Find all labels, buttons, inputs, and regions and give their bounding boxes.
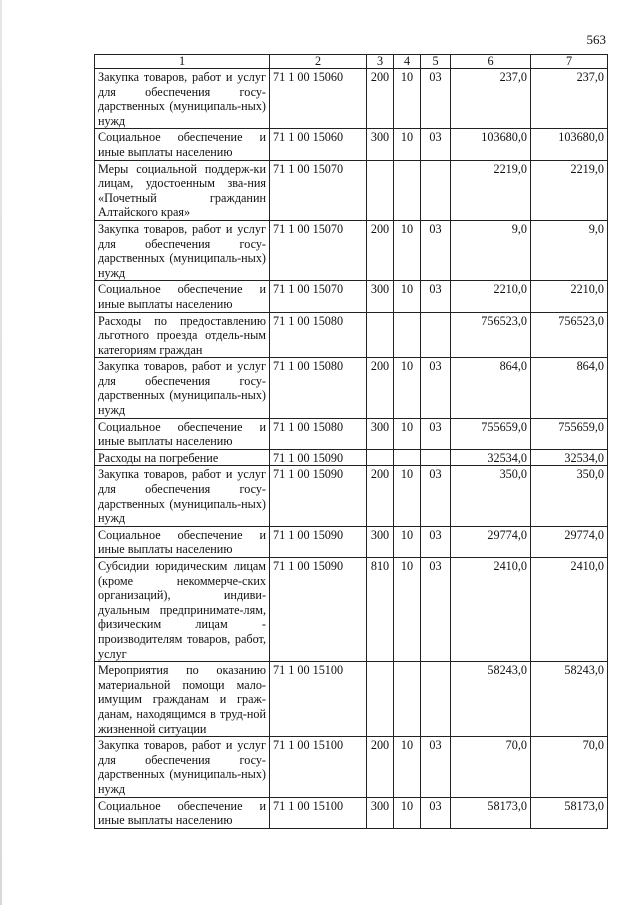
column-header-5: 5 xyxy=(421,55,451,69)
row-col5 xyxy=(421,449,451,466)
table-row xyxy=(95,220,608,280)
row-name: Закупка товаров, работ и услуг для обеспечения госу-дарственных (муниципаль-ных) нужд xyxy=(95,358,270,418)
column-header-1: 1 xyxy=(95,55,270,69)
row-name: Расходы по предоставлению льготного проезда отдель-ным категориям граждан xyxy=(95,312,270,358)
row-col3: 200 xyxy=(367,220,394,280)
row-col3: 300 xyxy=(367,797,394,828)
row-col4: 10 xyxy=(394,526,421,557)
column-header-3: 3 xyxy=(367,55,394,69)
row-col5: 03 xyxy=(421,526,451,557)
table-row xyxy=(95,797,608,828)
row-col3: 300 xyxy=(367,526,394,557)
row-name: Социальное обеспечение и иные выплаты населению xyxy=(95,129,270,160)
row-col3 xyxy=(367,312,394,358)
row-code: 71 1 00 15090 xyxy=(270,466,367,526)
row-code: 71 1 00 15060 xyxy=(270,129,367,160)
column-header-4: 4 xyxy=(394,55,421,69)
row-value6: 2219,0 xyxy=(451,160,531,220)
table-row xyxy=(95,358,608,418)
row-name: Расходы на погребение xyxy=(95,449,270,466)
row-value6: 755659,0 xyxy=(451,418,531,449)
column-header-6: 6 xyxy=(451,55,531,69)
row-value6: 9,0 xyxy=(451,220,531,280)
row-col4 xyxy=(394,662,421,737)
row-value6: 2410,0 xyxy=(451,558,531,662)
row-value6: 103680,0 xyxy=(451,129,531,160)
row-col4: 10 xyxy=(394,558,421,662)
column-header-2: 2 xyxy=(270,55,367,69)
row-col5: 03 xyxy=(421,358,451,418)
row-value7: 58243,0 xyxy=(531,662,608,737)
row-col3: 300 xyxy=(367,129,394,160)
row-code: 71 1 00 15070 xyxy=(270,220,367,280)
row-col4 xyxy=(394,449,421,466)
row-name: Социальное обеспечение и иные выплаты населению xyxy=(95,526,270,557)
row-col3: 300 xyxy=(367,418,394,449)
row-code: 71 1 00 15070 xyxy=(270,281,367,312)
row-col3: 200 xyxy=(367,358,394,418)
table-row xyxy=(95,526,608,557)
row-col3: 200 xyxy=(367,466,394,526)
row-code: 71 1 00 15080 xyxy=(270,312,367,358)
table-row xyxy=(95,312,608,358)
row-col3 xyxy=(367,449,394,466)
row-name: Закупка товаров, работ и услуг для обеспечения госу-дарственных (муниципаль-ных) нужд xyxy=(95,466,270,526)
row-col3: 200 xyxy=(367,737,394,797)
row-value7: 2219,0 xyxy=(531,160,608,220)
row-col4: 10 xyxy=(394,418,421,449)
row-value6: 32534,0 xyxy=(451,449,531,466)
row-col4: 10 xyxy=(394,797,421,828)
row-name: Субсидии юридическим лицам (кроме некоммерче-ских организаций), индиви-дуальным предпринимате-лям, физическим лицам - производителям товаров, работ, услуг xyxy=(95,558,270,662)
row-col5: 03 xyxy=(421,69,451,129)
table-row xyxy=(95,69,608,129)
row-col4: 10 xyxy=(394,358,421,418)
row-value7: 32534,0 xyxy=(531,449,608,466)
row-code: 71 1 00 15100 xyxy=(270,737,367,797)
table-row xyxy=(95,737,608,797)
row-name: Социальное обеспечение и иные выплаты населению xyxy=(95,797,270,828)
row-code: 71 1 00 15080 xyxy=(270,418,367,449)
row-col5: 03 xyxy=(421,797,451,828)
row-col4: 10 xyxy=(394,129,421,160)
row-col5: 03 xyxy=(421,466,451,526)
row-name: Социальное обеспечение и иные выплаты населению xyxy=(95,281,270,312)
row-code: 71 1 00 15090 xyxy=(270,558,367,662)
row-col3 xyxy=(367,160,394,220)
table-row xyxy=(95,160,608,220)
row-col4: 10 xyxy=(394,281,421,312)
table-row xyxy=(95,129,608,160)
row-value6: 58243,0 xyxy=(451,662,531,737)
row-col5: 03 xyxy=(421,129,451,160)
row-col4: 10 xyxy=(394,466,421,526)
column-header-7: 7 xyxy=(531,55,608,69)
row-col4: 10 xyxy=(394,69,421,129)
row-value6: 864,0 xyxy=(451,358,531,418)
row-value6: 237,0 xyxy=(451,69,531,129)
row-value7: 2410,0 xyxy=(531,558,608,662)
table-row xyxy=(95,418,608,449)
row-code: 71 1 00 15090 xyxy=(270,449,367,466)
row-value7: 29774,0 xyxy=(531,526,608,557)
table-row xyxy=(95,466,608,526)
row-value7: 58173,0 xyxy=(531,797,608,828)
row-code: 71 1 00 15100 xyxy=(270,797,367,828)
row-col5 xyxy=(421,662,451,737)
row-value7: 9,0 xyxy=(531,220,608,280)
row-name: Меры социальной поддерж-ки лицам, удостоенным зва-ния «Почетный гражданин Алтайского края» xyxy=(95,160,270,220)
row-value7: 103680,0 xyxy=(531,129,608,160)
row-value6: 29774,0 xyxy=(451,526,531,557)
row-code: 71 1 00 15100 xyxy=(270,662,367,737)
row-col3: 300 xyxy=(367,281,394,312)
row-col5: 03 xyxy=(421,737,451,797)
table-row xyxy=(95,281,608,312)
row-value6: 756523,0 xyxy=(451,312,531,358)
row-col4 xyxy=(394,160,421,220)
row-col3: 200 xyxy=(367,69,394,129)
table-body xyxy=(95,69,608,829)
row-col4: 10 xyxy=(394,737,421,797)
row-value7: 237,0 xyxy=(531,69,608,129)
row-name: Закупка товаров, работ и услуг для обеспечения госу-дарственных (муниципаль-ных) нужд xyxy=(95,220,270,280)
row-value6: 70,0 xyxy=(451,737,531,797)
row-code: 71 1 00 15090 xyxy=(270,526,367,557)
table-row xyxy=(95,558,608,662)
table-row xyxy=(95,662,608,737)
row-col5: 03 xyxy=(421,281,451,312)
row-value6: 2210,0 xyxy=(451,281,531,312)
row-col4: 10 xyxy=(394,220,421,280)
row-col3 xyxy=(367,662,394,737)
row-value7: 2210,0 xyxy=(531,281,608,312)
row-name: Мероприятия по оказанию материальной помощи мало-имущим гражданам и граж-данам, находящимся в труд-ной жизненной ситуации xyxy=(95,662,270,737)
row-code: 71 1 00 15080 xyxy=(270,358,367,418)
row-col5: 03 xyxy=(421,220,451,280)
row-name: Социальное обеспечение и иные выплаты населению xyxy=(95,418,270,449)
scan-edge xyxy=(0,0,2,905)
row-col5 xyxy=(421,312,451,358)
row-value6: 350,0 xyxy=(451,466,531,526)
row-value7: 350,0 xyxy=(531,466,608,526)
row-col5: 03 xyxy=(421,558,451,662)
row-name: Закупка товаров, работ и услуг для обеспечения госу-дарственных (муниципаль-ных) нужд xyxy=(95,69,270,129)
row-value7: 756523,0 xyxy=(531,312,608,358)
row-value7: 70,0 xyxy=(531,737,608,797)
row-col5 xyxy=(421,160,451,220)
row-col3: 810 xyxy=(367,558,394,662)
page-number: 563 xyxy=(586,32,606,47)
header-row xyxy=(95,55,608,69)
budget-table xyxy=(94,54,608,829)
row-col4 xyxy=(394,312,421,358)
row-code: 71 1 00 15070 xyxy=(270,160,367,220)
row-col5: 03 xyxy=(421,418,451,449)
row-value7: 755659,0 xyxy=(531,418,608,449)
table-row xyxy=(95,449,608,466)
row-value6: 58173,0 xyxy=(451,797,531,828)
row-code: 71 1 00 15060 xyxy=(270,69,367,129)
row-name: Закупка товаров, работ и услуг для обеспечения госу-дарственных (муниципаль-ных) нужд xyxy=(95,737,270,797)
row-value7: 864,0 xyxy=(531,358,608,418)
